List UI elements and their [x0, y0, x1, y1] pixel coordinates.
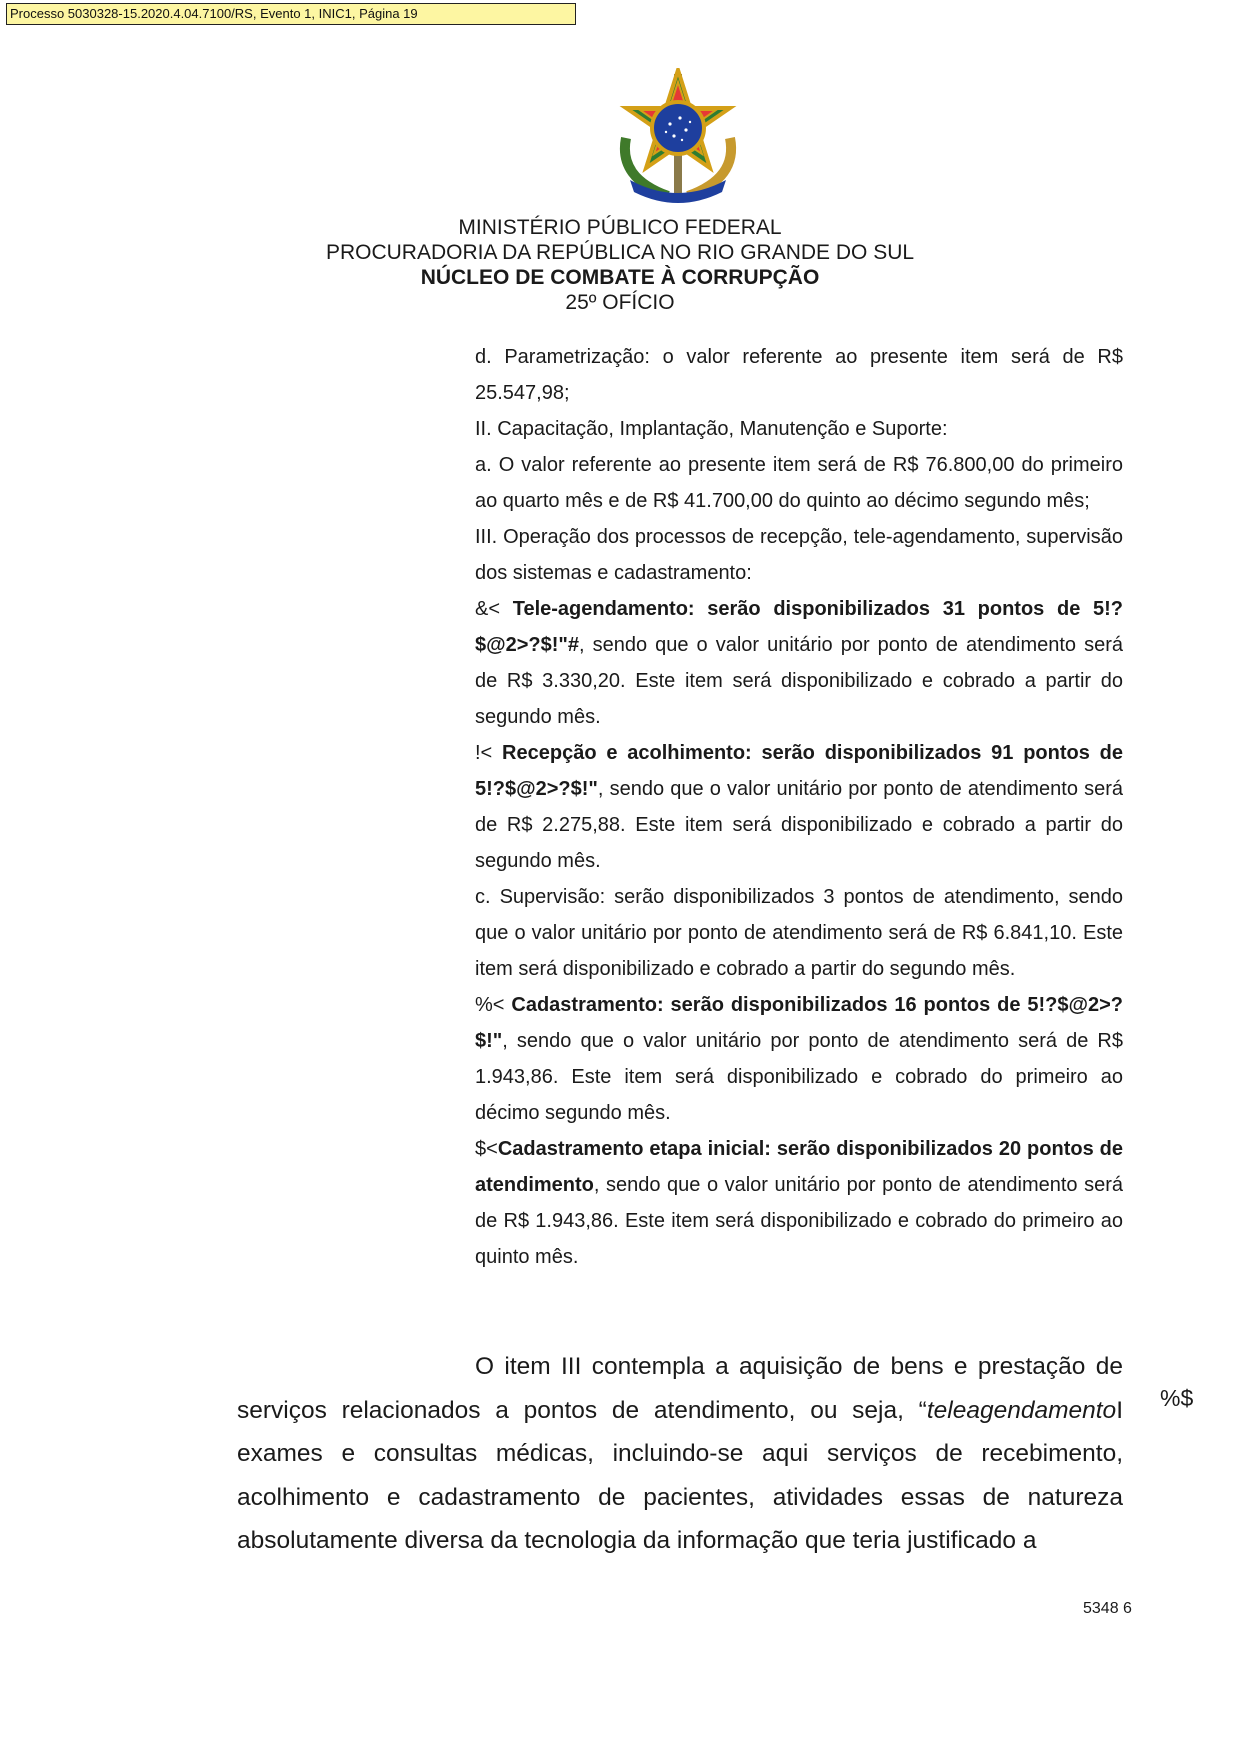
item-bold-text: Cadastramento etapa inicial: serão disponibilizados 20 pontos de atendimento: [475, 1138, 1123, 1196]
process-stamp: Processo 5030328-15.2020.4.04.7100/RS, Evento 1, INIC1, Página 19: [6, 3, 576, 25]
item-bold-text: Tele-agendamento: serão disponibilizados 31 pontos de 5!?$@2>?$!"#: [475, 598, 1123, 656]
page-number: 5348 6: [1083, 1600, 1132, 1617]
item-prefix: &<: [475, 598, 513, 620]
item-ii-capacitacao: II. Capacitação, Implantação, Manutenção e Suporte:: [475, 418, 948, 440]
header-procuradoria: PROCURADORIA DA REPÚBLICA NO RIO GRANDE DO SUL: [325, 241, 915, 264]
body-text-part1: O item III contempla a aquisição de bens e prestação de serviços relacionados a pontos de atendimento, ou seja, “: [237, 1353, 1123, 1424]
body-text-italic: teleagendamento: [926, 1396, 1117, 1424]
header-ministry: MINISTÉRIO PÚBLICO FEDERAL: [458, 216, 782, 239]
item-d-parametrizacao: d. Parametrização: o valor referente ao presente item será de R$ 25.547,98;: [475, 346, 1123, 404]
body-text-part2: I exames e consultas médicas, incluindo-se aqui serviços de recebimento, acolhimento e cadastramento de pacientes, atividades essas de natureza absolutamente diversa da tecnologia da informação que teria justificado a: [237, 1396, 1123, 1554]
item-cadastramento: [475, 987, 1123, 1131]
body-paragraph-text: [237, 1345, 1123, 1563]
document-header: [0, 215, 1240, 315]
item-prefix: !<: [475, 742, 503, 764]
header-oficio: 25º OFÍCIO: [565, 291, 675, 314]
header-nucleo: NÚCLEO DE COMBATE À CORRUPÇÃO: [420, 266, 820, 289]
footnote-marker: %$: [1160, 1385, 1194, 1411]
item-prefix: %<: [475, 994, 512, 1016]
item-a-valor: a. O valor referente ao presente item será de R$ 76.800,00 do primeiro ao quarto mês e de R$ 41.700,00 do quinto ao décimo segundo mês;: [475, 454, 1123, 512]
body-paragraph: [237, 1345, 1123, 1563]
item-c-supervisao: c. Supervisão: serão disponibilizados 3 pontos de atendimento, sendo que o valor unitário por ponto de atendimento será de R$ 6.841,10. Este item será disponibilizado e cobrado a partir do segundo mês.: [475, 886, 1123, 980]
item-rest-text: , sendo que o valor unitário por ponto de atendimento será de R$ 2.275,88. Este item será disponibilizado e cobrado a partir do segundo mês.: [475, 778, 1123, 872]
item-rest-text: , sendo que o valor unitário por ponto de atendimento será de R$ 3.330,20. Este item será disponibilizado e cobrado a partir do segundo mês.: [475, 634, 1123, 728]
item-prefix: $<: [475, 1138, 498, 1160]
item-rest-text: , sendo que o valor unitário por ponto de atendimento será de R$ 1.943,86. Este item será disponibilizado e cobrado do primeiro ao décimo segundo mês.: [475, 1030, 1123, 1124]
item-bold-text: Cadastramento: serão disponibilizados 16 pontos de 5!?$@2>?$!": [475, 994, 1123, 1052]
item-iii-operacao: III. Operação dos processos de recepção, tele-agendamento, supervisão dos sistemas e cadastramento:: [475, 526, 1123, 584]
item-rest-text: , sendo que o valor unitário por ponto de atendimento será de R$ 1.943,86. Este item será disponibilizado e cobrado do primeiro ao quinto mês.: [475, 1174, 1123, 1268]
brazil-coat-of-arms-seal: [608, 68, 748, 206]
item-cadastramento-inicial: [475, 1131, 1123, 1275]
item-tele-agendamento: [475, 591, 1123, 735]
item-bold-text: Recepção e acolhimento: serão disponibilizados 91 pontos de 5!?$@2>?$!": [475, 742, 1123, 800]
item-recepcao: [475, 735, 1123, 879]
quoted-contract-items: [475, 339, 1123, 1275]
